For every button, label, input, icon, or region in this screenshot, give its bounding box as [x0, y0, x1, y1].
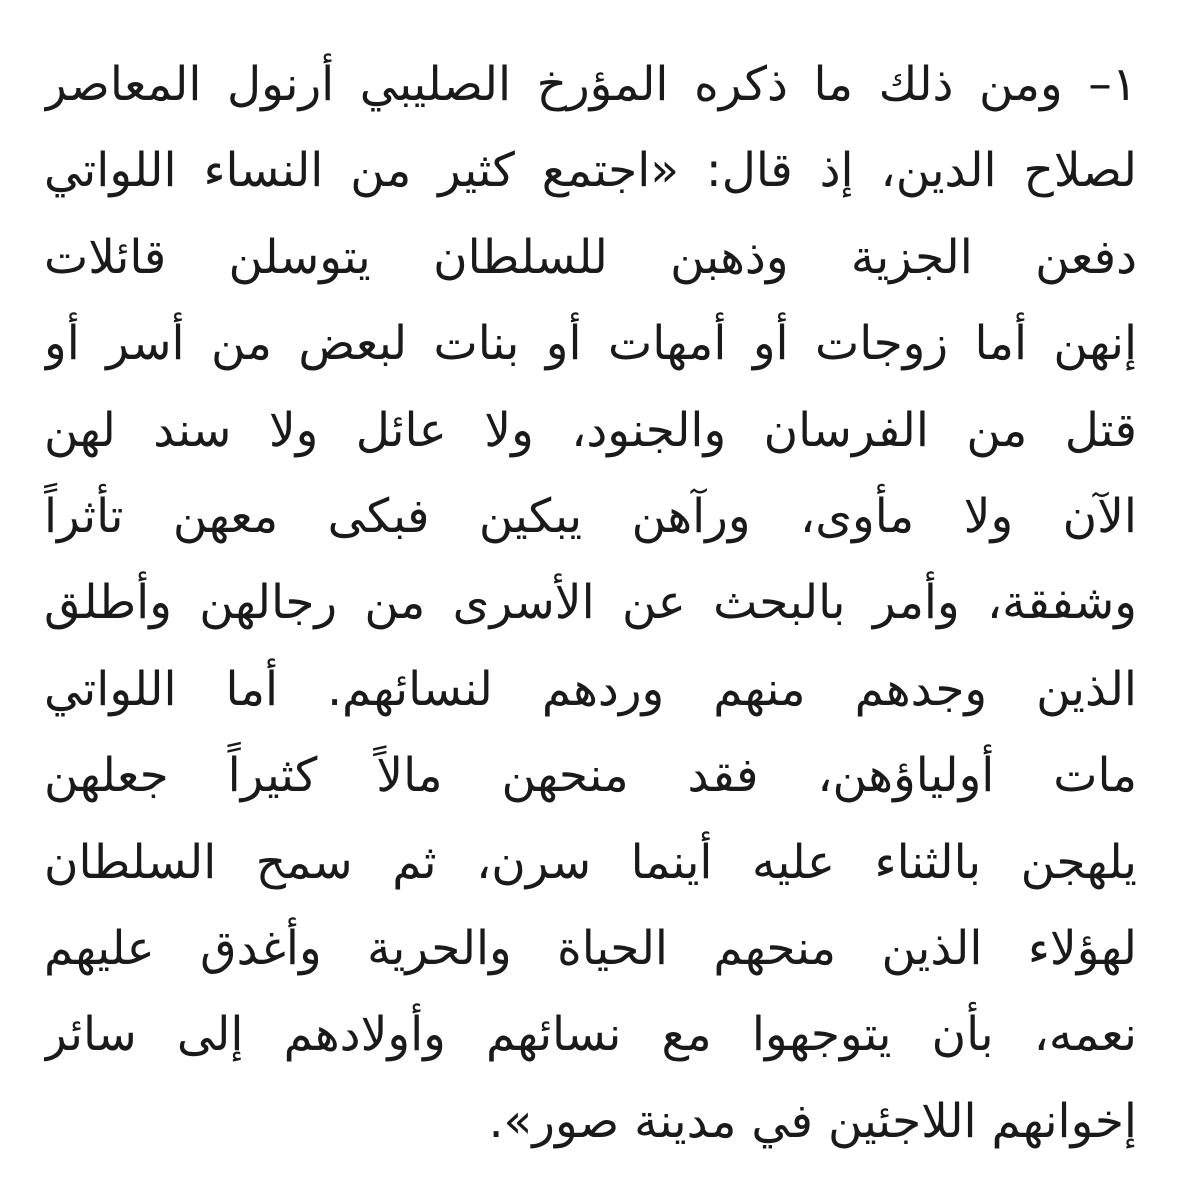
text-line: لصلاح الدين، إذ قال: «اجتمع كثير من النساء اللواتي	[44, 143, 1137, 199]
text-line: مات أولياؤهن، فقد منحهن مالاً كثيراً جعلهن	[44, 748, 1137, 804]
text-line: ١– ومن ذلك ما ذكره المؤرخ الصليبي أرنول المعاصر	[44, 57, 1137, 112]
text-line: الذين وجدهم منهم وردهم لنسائهم. أما اللواتي	[44, 661, 1137, 717]
text-line: يلهجن بالثناء عليه أينما سرن، ثم سمح السلطان	[44, 834, 1137, 890]
paragraph	[44, 42, 1137, 1165]
text-line: وشفقة، وأمر بالبحث عن الأسرى من رجالهن وأطلق	[44, 575, 1137, 631]
text-line: إخوانهم اللاجئين في مدينة صور».	[488, 1093, 1137, 1149]
text-line: قتل من الفرسان والجنود، ولا عائل ولا سند لهن	[44, 402, 1137, 458]
text-line: لهؤلاء الذين منحهم الحياة والحرية وأغدق عليهم	[44, 920, 1137, 976]
text-line: الآن ولا مأوى، ورآهن يبكين فبكى معهن تأثراً	[44, 488, 1137, 544]
text-line: إنهن أما زوجات أو أمهات أو بنات لبعض من أسر أو	[44, 316, 1137, 372]
text-line: نعمه، بأن يتوجهوا مع نسائهم وأولادهم إلى سائر	[44, 1007, 1137, 1063]
text-line: دفعن الجزية وذهبن للسلطان يتوسلن قائلات	[44, 229, 1137, 285]
